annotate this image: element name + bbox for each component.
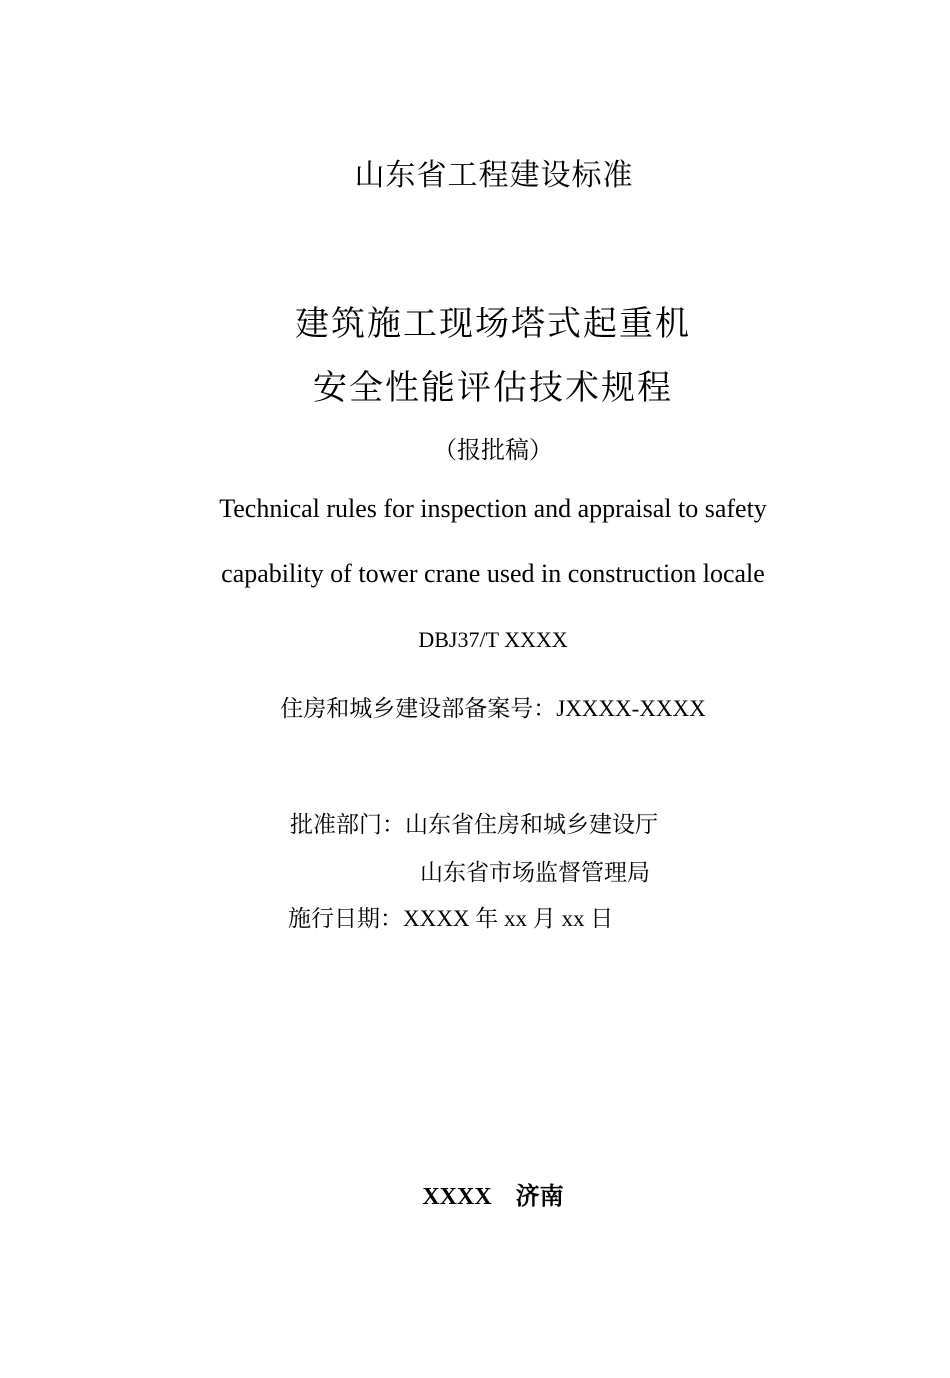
effective-date: 施行日期：XXXX 年 xx 月 xx 日 [288,906,614,931]
document-title-line-1: 建筑施工现场塔式起重机 [295,304,691,344]
document-title-line-2: 安全性能评估技术规程 [313,368,673,408]
approval-department-line-1: 批准部门：山东省住房和城乡建设厅 [290,812,658,837]
english-title-line-1: Technical rules for inspection and appraisal to safety [219,494,767,523]
english-title-line-2: capability of tower crane used in construction locale [221,559,765,588]
approval-department-line-2: 山东省市场监督管理局 [420,860,650,885]
standard-code: DBJ37/T XXXX [418,627,568,652]
standard-category-header: 山东省工程建设标准 [354,158,634,193]
record-number: 住房和城乡建设部备案号：JXXXX-XXXX [280,696,706,721]
publisher-location: XXXX 济南 [422,1184,564,1210]
draft-status-note: （报批稿） [433,438,553,464]
